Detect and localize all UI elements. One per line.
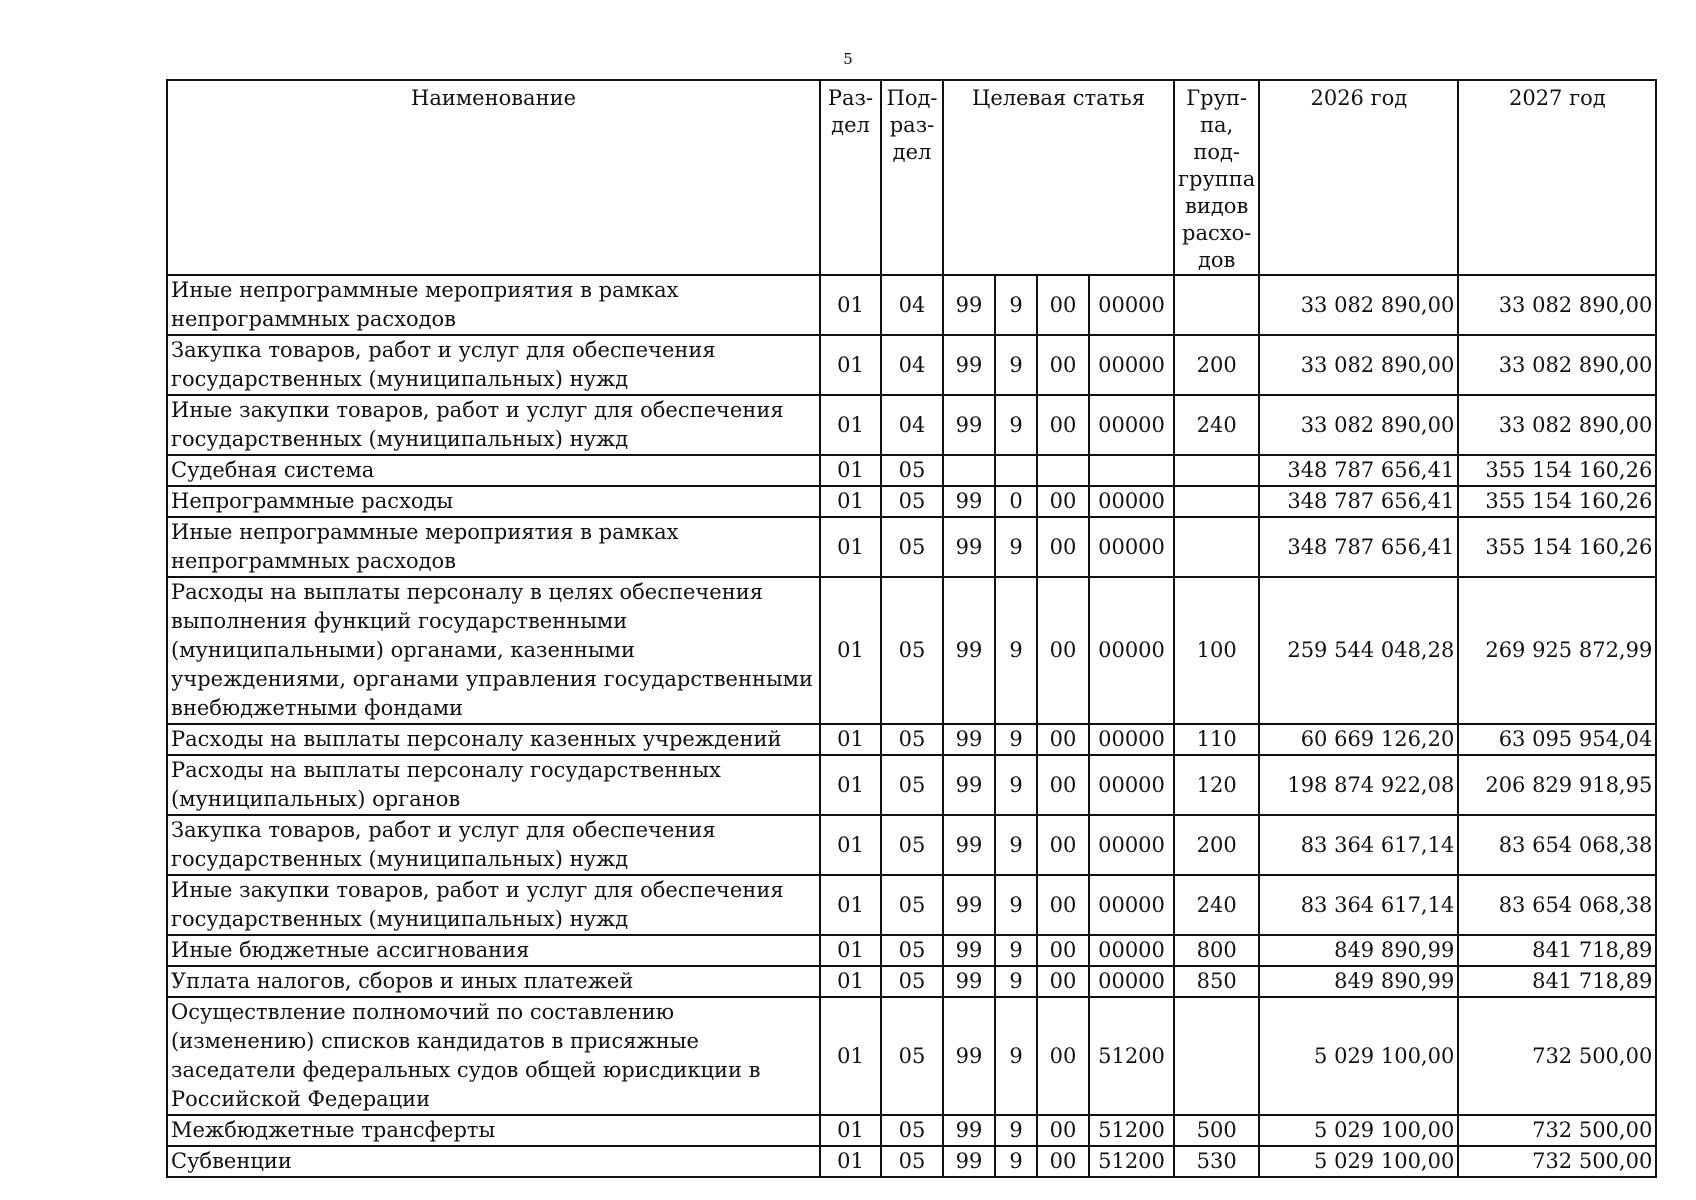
row-amount-2027: 83 654 068,38 [1458,875,1656,935]
header-name: Наименование [167,80,820,275]
table-row [167,486,1656,517]
row-target-program: 99 [943,335,995,395]
row-target-subprogram: 9 [995,815,1037,875]
row-target-direction: 00000 [1089,935,1174,966]
row-target-program: 99 [943,577,995,724]
row-podrazdel: 05 [881,1115,943,1146]
page-number: 5 [843,50,853,68]
row-target-subprogram: 9 [995,724,1037,755]
row-podrazdel: 05 [881,935,943,966]
row-target-subprogram: 9 [995,755,1037,815]
row-razdel: 01 [820,724,881,755]
row-target-main-event: 00 [1037,997,1089,1115]
row-target-direction: 00000 [1089,875,1174,935]
row-amount-2026: 5 029 100,00 [1259,1115,1458,1146]
row-target-program: 99 [943,724,995,755]
row-amount-2027: 841 718,89 [1458,935,1656,966]
row-target-subprogram: 9 [995,997,1037,1115]
row-group: 500 [1174,1115,1259,1146]
table-row [167,755,1656,815]
row-target-main-event: 00 [1037,517,1089,577]
row-name: Закупка товаров, работ и услуг для обеспечения государственных (муниципальных) нужд [167,335,820,395]
row-podrazdel: 05 [881,1146,943,1177]
row-podrazdel: 05 [881,577,943,724]
row-target-program: 99 [943,395,995,455]
row-target-main-event: 00 [1037,1146,1089,1177]
table-row [167,997,1656,1115]
row-name: Субвенции [167,1146,820,1177]
table-row [167,275,1656,335]
row-amount-2027: 83 654 068,38 [1458,815,1656,875]
row-target-subprogram: 9 [995,1115,1037,1146]
row-target-subprogram: 9 [995,335,1037,395]
row-target-program: 99 [943,486,995,517]
row-name: Иные бюджетные ассигнования [167,935,820,966]
row-target-main-event: 00 [1037,966,1089,997]
row-target-program: 99 [943,275,995,335]
row-target-direction: 51200 [1089,1146,1174,1177]
row-target-main-event: 00 [1037,395,1089,455]
header-target-article: Целевая статья [943,80,1174,275]
row-name: Иные закупки товаров, работ и услуг для обеспечения государственных (муниципальных) нужд [167,875,820,935]
row-amount-2026: 60 669 126,20 [1259,724,1458,755]
row-target-direction: 00000 [1089,275,1174,335]
row-target-direction: 00000 [1089,486,1174,517]
row-amount-2026: 348 787 656,41 [1259,455,1458,486]
row-target-subprogram [995,455,1037,486]
row-group [1174,455,1259,486]
row-group: 120 [1174,755,1259,815]
row-amount-2027: 206 829 918,95 [1458,755,1656,815]
row-group: 200 [1174,335,1259,395]
row-target-direction: 51200 [1089,997,1174,1115]
row-target-subprogram: 9 [995,517,1037,577]
table-row [167,577,1656,724]
row-target-program: 99 [943,815,995,875]
row-target-direction: 00000 [1089,724,1174,755]
row-amount-2027: 33 082 890,00 [1458,335,1656,395]
row-target-main-event: 00 [1037,1115,1089,1146]
table-row [167,1115,1656,1146]
row-razdel: 01 [820,395,881,455]
row-group: 800 [1174,935,1259,966]
row-amount-2026: 348 787 656,41 [1259,517,1458,577]
row-group [1174,997,1259,1115]
row-razdel: 01 [820,875,881,935]
row-podrazdel: 05 [881,517,943,577]
row-name: Судебная система [167,455,820,486]
table-row [167,395,1656,455]
row-target-program [943,455,995,486]
row-amount-2027: 269 925 872,99 [1458,577,1656,724]
row-amount-2026: 259 544 048,28 [1259,577,1458,724]
row-amount-2027: 355 154 160,26 [1458,517,1656,577]
header-razdel: Раз-дел [820,80,881,275]
row-group: 100 [1174,577,1259,724]
row-podrazdel: 04 [881,335,943,395]
row-target-subprogram: 9 [995,875,1037,935]
row-podrazdel: 04 [881,395,943,455]
row-amount-2026: 33 082 890,00 [1259,395,1458,455]
row-target-program: 99 [943,875,995,935]
row-name: Уплата налогов, сборов и иных платежей [167,966,820,997]
row-razdel: 01 [820,1115,881,1146]
header-2026: 2026 год [1259,80,1458,275]
row-target-main-event: 00 [1037,577,1089,724]
row-razdel: 01 [820,755,881,815]
row-razdel: 01 [820,275,881,335]
row-name: Иные закупки товаров, работ и услуг для обеспечения государственных (муниципальных) нужд [167,395,820,455]
row-podrazdel: 05 [881,455,943,486]
row-group: 110 [1174,724,1259,755]
row-target-direction: 51200 [1089,1115,1174,1146]
row-target-direction: 00000 [1089,577,1174,724]
row-podrazdel: 05 [881,997,943,1115]
table-row [167,335,1656,395]
row-razdel: 01 [820,815,881,875]
row-target-direction: 00000 [1089,815,1174,875]
row-target-subprogram: 9 [995,275,1037,335]
header-group: Груп-па, под-группа видов расхо-дов [1174,80,1259,275]
row-amount-2027: 63 095 954,04 [1458,724,1656,755]
row-amount-2027: 732 500,00 [1458,1146,1656,1177]
row-amount-2026: 33 082 890,00 [1259,275,1458,335]
row-razdel: 01 [820,1146,881,1177]
row-target-program: 99 [943,966,995,997]
row-amount-2027: 355 154 160,26 [1458,455,1656,486]
table-row [167,966,1656,997]
row-target-direction: 00000 [1089,755,1174,815]
row-target-subprogram: 0 [995,486,1037,517]
row-name: Осуществление полномочий по составлению (изменению) списков кандидатов в присяжные заседатели федеральных судов общей юрисдикции в Российской Федерации [167,997,820,1115]
row-name: Межбюджетные трансферты [167,1115,820,1146]
row-target-subprogram: 9 [995,935,1037,966]
header-podrazdel: Под-раз-дел [881,80,943,275]
row-target-program: 99 [943,935,995,966]
row-name: Расходы на выплаты персоналу государственных (муниципальных) органов [167,755,820,815]
row-target-program: 99 [943,755,995,815]
row-target-main-event: 00 [1037,335,1089,395]
row-group: 200 [1174,815,1259,875]
row-target-direction: 00000 [1089,966,1174,997]
row-amount-2026: 5 029 100,00 [1259,1146,1458,1177]
row-target-main-event: 00 [1037,935,1089,966]
table-row [167,1146,1656,1177]
row-podrazdel: 05 [881,724,943,755]
row-amount-2026: 849 890,99 [1259,935,1458,966]
row-target-direction [1089,455,1174,486]
row-amount-2027: 33 082 890,00 [1458,395,1656,455]
row-group [1174,517,1259,577]
row-target-program: 99 [943,1115,995,1146]
row-name: Непрограммные расходы [167,486,820,517]
row-name: Закупка товаров, работ и услуг для обеспечения государственных (муниципальных) нужд [167,815,820,875]
row-amount-2026: 198 874 922,08 [1259,755,1458,815]
row-amount-2027: 355 154 160,26 [1458,486,1656,517]
table-row [167,935,1656,966]
row-podrazdel: 05 [881,875,943,935]
row-target-subprogram: 9 [995,395,1037,455]
row-target-program: 99 [943,997,995,1115]
row-razdel: 01 [820,486,881,517]
table-body [167,275,1656,1177]
row-group: 530 [1174,1146,1259,1177]
row-razdel: 01 [820,997,881,1115]
row-razdel: 01 [820,577,881,724]
row-amount-2027: 732 500,00 [1458,1115,1656,1146]
row-podrazdel: 05 [881,486,943,517]
row-group: 240 [1174,395,1259,455]
row-target-subprogram: 9 [995,966,1037,997]
row-target-main-event [1037,455,1089,486]
row-podrazdel: 05 [881,815,943,875]
row-amount-2026: 849 890,99 [1259,966,1458,997]
row-name: Иные непрограммные мероприятия в рамках непрограммных расходов [167,517,820,577]
row-target-main-event: 00 [1037,815,1089,875]
table-row [167,724,1656,755]
row-razdel: 01 [820,517,881,577]
row-target-direction: 00000 [1089,335,1174,395]
row-amount-2027: 732 500,00 [1458,997,1656,1115]
row-target-main-event: 00 [1037,875,1089,935]
table-row [167,815,1656,875]
row-target-main-event: 00 [1037,486,1089,517]
row-amount-2026: 33 082 890,00 [1259,335,1458,395]
row-podrazdel: 04 [881,275,943,335]
row-target-main-event: 00 [1037,755,1089,815]
row-target-direction: 00000 [1089,517,1174,577]
row-target-program: 99 [943,1146,995,1177]
row-target-direction: 00000 [1089,395,1174,455]
row-podrazdel: 05 [881,755,943,815]
row-target-program: 99 [943,517,995,577]
row-target-main-event: 00 [1037,275,1089,335]
row-target-subprogram: 9 [995,577,1037,724]
row-razdel: 01 [820,935,881,966]
table-row [167,455,1656,486]
row-group [1174,275,1259,335]
row-amount-2026: 83 364 617,14 [1259,815,1458,875]
table-row [167,875,1656,935]
table-row [167,517,1656,577]
row-amount-2027: 33 082 890,00 [1458,275,1656,335]
row-name: Расходы на выплаты персоналу в целях обеспечения выполнения функций государственными (муниципальными) органами, казенными учреждениями, органами управления государственными внебюджетными фондами [167,577,820,724]
row-amount-2027: 841 718,89 [1458,966,1656,997]
header-2027: 2027 год [1458,80,1656,275]
row-group [1174,486,1259,517]
row-target-main-event: 00 [1037,724,1089,755]
row-group: 850 [1174,966,1259,997]
row-name: Иные непрограммные мероприятия в рамках непрограммных расходов [167,275,820,335]
row-razdel: 01 [820,335,881,395]
row-amount-2026: 83 364 617,14 [1259,875,1458,935]
row-group: 240 [1174,875,1259,935]
header-row [167,80,1656,275]
row-razdel: 01 [820,455,881,486]
row-name: Расходы на выплаты персоналу казенных учреждений [167,724,820,755]
budget-table [166,79,1657,1178]
row-razdel: 01 [820,966,881,997]
row-podrazdel: 05 [881,966,943,997]
row-amount-2026: 348 787 656,41 [1259,486,1458,517]
row-amount-2026: 5 029 100,00 [1259,997,1458,1115]
row-target-subprogram: 9 [995,1146,1037,1177]
